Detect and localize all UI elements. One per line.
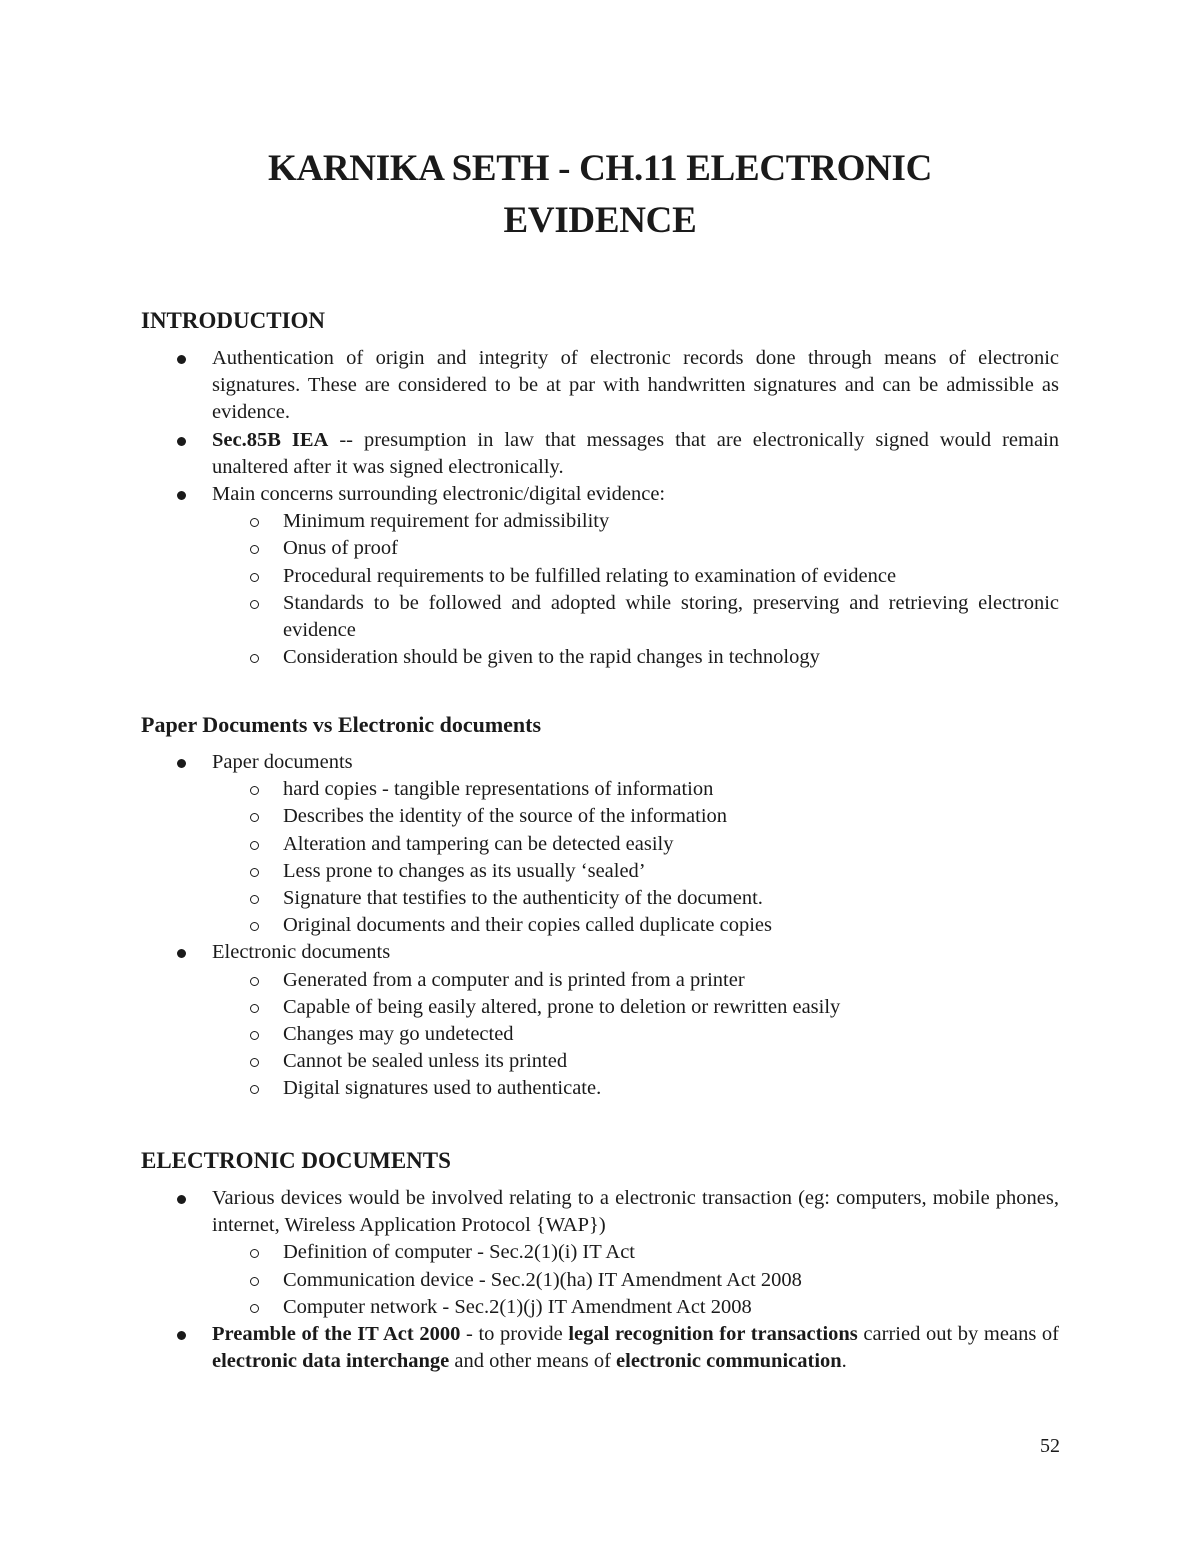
sub-list-item: [283, 644, 1059, 671]
filled-bullet-icon: [177, 355, 186, 364]
sub-list-item-text: Consideration should be given to the rapid changes in technology: [283, 646, 820, 669]
sub-list-item: [283, 563, 1059, 590]
list-item: [212, 749, 1061, 939]
sub-list-item-text: Standards to be followed and adopted while storing, preserving and retrieving electronic evidence: [283, 591, 1059, 642]
list-item-text: Various devices would be involved relating to a electronic transaction (eg: computers, mobile phones, internet, Wireless Application Protocol {WAP}): [212, 1187, 1059, 1237]
sub-list-item: [283, 858, 1059, 885]
list-item-text: Electronic documents: [212, 941, 391, 964]
sub-list-item-text: Original documents and their copies called duplicate copies: [283, 914, 772, 937]
preamble-bold-text: electronic data interchange: [212, 1350, 450, 1373]
sub-list-item: [283, 912, 1059, 939]
section-paper-vs-electronic: [141, 711, 1061, 1103]
filled-bullet-icon: [177, 759, 186, 768]
list-item-text: Main concerns surrounding electronic/digital evidence:: [212, 483, 666, 506]
list-item: [212, 1185, 1061, 1321]
preamble-bold-text: electronic communication: [616, 1350, 842, 1373]
hollow-bullet-icon: [250, 654, 259, 663]
title-line-1: KARNIKA SETH - CH.11 ELECTRONIC: [267, 148, 933, 189]
hollow-bullet-icon: [250, 518, 259, 527]
list-item-bold-text: Sec.85B IEA: [212, 428, 329, 451]
hollow-bullet-icon: [250, 1277, 259, 1286]
list-item: [212, 939, 1061, 1102]
sub-list-item: [283, 535, 1059, 562]
preamble-text: carried out by means of: [857, 1323, 1060, 1346]
sub-list-item-text: Signature that testifies to the authenticity of the document.: [283, 887, 763, 910]
sub-list-item: [283, 885, 1059, 912]
hollow-bullet-icon: [250, 1031, 259, 1040]
paper-vs-electronic-list: [141, 749, 1061, 1103]
sub-list-item-text: hard copies - tangible representations of information: [283, 778, 714, 801]
page-number: 52: [1040, 1435, 1060, 1457]
sub-list-item-text: Describes the identity of the source of the information: [283, 805, 728, 828]
hollow-bullet-icon: [250, 841, 259, 850]
sub-list: [212, 967, 1059, 1103]
sub-list-item-text: Less prone to changes as its usually ‘sealed’: [283, 859, 646, 882]
document-title: [140, 143, 1060, 247]
hollow-bullet-icon: [250, 895, 259, 904]
hollow-bullet-icon: [250, 1058, 259, 1067]
section-heading-introduction: INTRODUCTION: [141, 308, 326, 333]
sub-list-item-text: Changes may go undetected: [283, 1023, 514, 1046]
list-item-text: Paper documents: [212, 751, 353, 773]
sub-list-item-text: Capable of being easily altered, prone to deletion or rewritten easily: [283, 995, 841, 1018]
sub-list-item-text: Generated from a computer and is printed from a printer: [283, 968, 745, 991]
sub-list-item-text: Procedural requirements to be fulfilled relating to examination of evidence: [283, 564, 897, 587]
list-item: [212, 427, 1061, 481]
sub-list-item: [283, 1294, 1059, 1321]
sub-list-item: [283, 508, 1059, 535]
preamble-text: .: [841, 1350, 847, 1373]
sub-list-item: [283, 967, 1059, 994]
filled-bullet-icon: [177, 1195, 186, 1204]
hollow-bullet-icon: [250, 813, 259, 822]
preamble-text: and other means of: [449, 1350, 617, 1373]
introduction-list: [141, 345, 1061, 671]
hollow-bullet-icon: [250, 922, 259, 931]
hollow-bullet-icon: [250, 1249, 259, 1258]
sub-list-item: [283, 1075, 1059, 1102]
preamble-bold-text: legal recognition for transactions: [568, 1323, 858, 1346]
sub-list-item-text: Cannot be sealed unless its printed: [283, 1050, 568, 1073]
title-line-2: EVIDENCE: [503, 200, 697, 241]
sub-list-item: [283, 1048, 1059, 1075]
sub-list-item: [283, 1239, 1059, 1266]
sub-list-item-text: Definition of computer - Sec.2(1)(i) IT Act: [283, 1241, 636, 1264]
sub-list-item: [283, 1021, 1059, 1048]
filled-bullet-icon: [177, 437, 186, 446]
section-introduction: [141, 307, 1061, 671]
sub-list-item: [283, 994, 1059, 1021]
hollow-bullet-icon: [250, 786, 259, 795]
sub-list-item: [283, 1267, 1059, 1294]
list-item: [212, 345, 1061, 427]
sub-list-item-text: Alteration and tampering can be detected easily: [283, 832, 674, 855]
sub-list-item-text: Computer network - Sec.2(1)(j) IT Amendment Act 2008: [283, 1295, 752, 1318]
section-electronic-documents: [141, 1147, 1061, 1375]
hollow-bullet-icon: [250, 868, 259, 877]
sub-list-item-text: Minimum requirement for admissibility: [283, 510, 610, 533]
electronic-documents-list: [141, 1185, 1061, 1375]
sub-list: [212, 776, 1059, 939]
section-heading-electronic-documents: ELECTRONIC DOCUMENTS: [141, 1148, 451, 1173]
filled-bullet-icon: [177, 1331, 186, 1340]
sub-list: [212, 508, 1059, 671]
sub-list-item: [283, 590, 1059, 644]
sub-list-item-text: Communication device - Sec.2(1)(ha) IT Amendment Act 2008: [283, 1268, 802, 1291]
hollow-bullet-icon: [250, 1004, 259, 1013]
hollow-bullet-icon: [250, 600, 259, 609]
hollow-bullet-icon: [250, 545, 259, 554]
sub-list-item-text: Onus of proof: [283, 537, 399, 560]
filled-bullet-icon: [177, 949, 186, 958]
sub-list-item-text: Digital signatures used to authenticate.: [283, 1077, 602, 1100]
hollow-bullet-icon: [250, 977, 259, 986]
sub-list: [212, 1239, 1059, 1321]
hollow-bullet-icon: [250, 1085, 259, 1094]
list-item-text: -- presumption in law that messages that are electronically signed would remain unaltered after it was signed electronically.: [212, 428, 1059, 478]
sub-list-item: [283, 831, 1059, 858]
hollow-bullet-icon: [250, 1304, 259, 1313]
list-item: [212, 1321, 1061, 1375]
preamble-text: - to provide: [460, 1323, 569, 1346]
sub-list-item: [283, 776, 1059, 803]
sub-list-item: [283, 803, 1059, 830]
hollow-bullet-icon: [250, 573, 259, 582]
preamble-bold-text: Preamble of the IT Act 2000: [212, 1323, 461, 1346]
filled-bullet-icon: [177, 491, 186, 500]
section-heading-paper-vs-electronic: Paper Documents vs Electronic documents: [141, 712, 542, 737]
list-item: [212, 481, 1061, 671]
list-item-text: Authentication of origin and integrity of electronic records done through means of electronic signatures. These are considered to be at par with handwritten signatures and can be admissible as evidence.: [212, 347, 1059, 424]
